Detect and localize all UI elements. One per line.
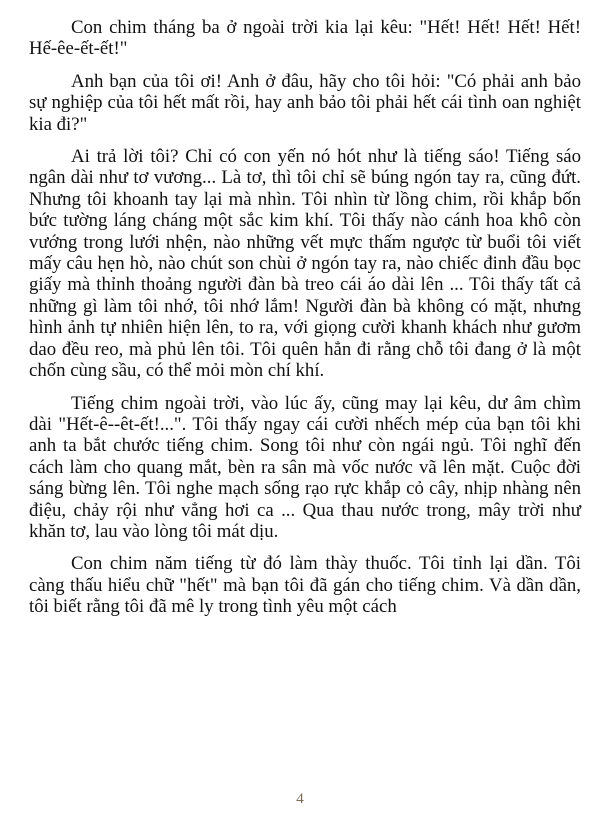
page-number: 4 (296, 791, 304, 807)
paragraph-2: Anh bạn của tôi ơi! Anh ở đâu, hãy cho tôi hỏi: "Có phải anh bảo sự nghiệp của tôi hết mất rồi, hay anh bảo tôi phải hết cái tình oan nghiệt kia đi?" (29, 70, 581, 135)
paragraph-4: Tiếng chim ngoài trời, vào lúc ấy, cũng may lại kêu, dư âm chìm dài "Hết-ê--êt-ết!...". Tôi thấy ngay cái cười nhếch mép của bạn tôi khi anh ta bắt chước tiếng chim. Song tôi như còn ngái ngủ. Tôi nghĩ đến cách làm cho quang mắt, bèn ra sân mà vốc nước vã lên mặt. Cuộc đời sáng bừng lên. Tôi nghe mạch sống rạo rực khắp cỏ cây, nhịp nhàng nên điệu, chảy rội như vẳng hơi ca ... Qua thau nước trong, mây trời như khăn tơ, lau vào lòng tôi mát dịu. (29, 392, 581, 542)
paragraph-1: Con chim tháng ba ở ngoài trời kia lại kêu: "Hết! Hết! Hết! Hết! Hế-êe-ết-ết!" (29, 17, 581, 60)
body-text (29, 17, 581, 629)
paragraph-3: Ai trả lời tôi? Chỉ có con yến nó hót như là tiếng sáo! Tiếng sáo ngân dài như tơ vương... Là tơ, thì tôi chỉ sẽ búng ngón tay ra, cũng đứt. Nhưng tôi khoanh tay lại mà nhìn. Tôi nhìn từ lồng chim, rồi khắp bốn bức tường láng cháng một sắc kim khí. Tôi thấy nào cánh hoa khô còn vướng trong lưới nhện, nào những vết mực thấm ngược từ buổi tôi viết mấy câu hẹn hò, nào chút son chùi ở ngón tay ra, nào chiếc đinh đầu bọc giấy mà thỉnh thoảng người đàn bà treo cái áo dài lên ... Tôi thấy tất cả những gì làm tôi nhớ, tôi nhớ lắm! Người đàn bà không có mặt, nhưng hình ảnh tự nhiên hiện lên, to ra, với giọng cười khanh khách như gươm dao đều reo, mà phủ lên tôi. Tôi quên hẳn đi rằng chỗ tôi đang ở là một chốn cùng sầu, có thể mỏi mòn chí khí. (29, 146, 581, 382)
paragraph-5: Con chim năm tiếng từ đó làm thày thuốc. Tôi tỉnh lại dần. Tôi càng thấu hiểu chữ "hết" mà bạn tôi đã gán cho tiếng chim. Và dần dần, tôi biết rằng tôi đã mê ly trong tình yêu một cách (29, 553, 581, 618)
